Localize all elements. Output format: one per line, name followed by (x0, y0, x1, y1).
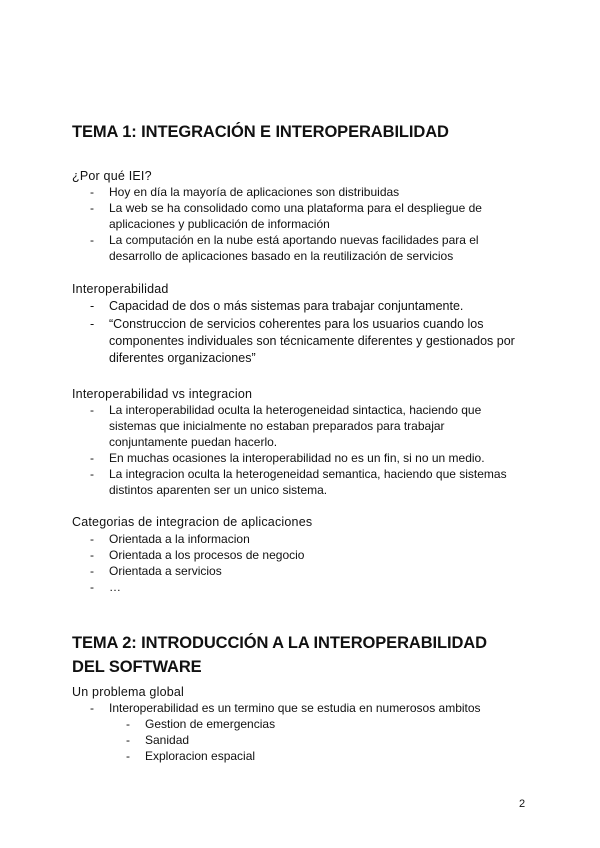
list-item: - La interoperabilidad oculta la heterogeneidad sintactica, haciendo que sistemas que inicialmente no estaban preparados para trabajar conjuntamente puedan hacerlo. (90, 403, 482, 449)
section-heading-categorias: Categorias de integracion de aplicaciones (72, 515, 313, 529)
list-item: - La integracion oculta la heterogeneidad semantica, haciendo que sistemas distintos aparenten ser un unico sistema. (90, 467, 507, 497)
list-item: - Orientada a la informacion (90, 532, 250, 546)
list-item: - Interoperabilidad es un termino que se estudia en numerosos ambitos (90, 701, 481, 715)
page-number: 2 (519, 798, 526, 810)
list-item: - Hoy en día la mayoría de aplicaciones son distribuidas (90, 185, 400, 199)
list-item: - Orientada a los procesos de negocio (90, 548, 305, 562)
sub-list-item: - Sanidad (126, 733, 190, 747)
list-item: - En muchas ocasiones la interoperabilidad no es un fin, si no un medio. (90, 451, 485, 465)
sub-list-item: - Gestion de emergencias (126, 717, 276, 731)
tema1-title: TEMA 1: INTEGRACIÓN E INTEROPERABILIDAD (72, 123, 449, 141)
sub-list-item: - Exploracion espacial (126, 749, 256, 763)
list-item: - “Construccion de servicios coherentes para los usuarios cuando los componentes individuales son técnicamente diferentes y gestionados por diferentes organizaciones” (90, 317, 515, 365)
list-item: - Orientada a servicios (90, 564, 222, 578)
section-heading-vs: Interoperabilidad vs integracion (72, 387, 253, 401)
section-heading-interoperabilidad: Interoperabilidad (72, 282, 169, 296)
tema2-title-line1: TEMA 2: INTRODUCCIÓN A LA INTEROPERABILIDAD (72, 634, 487, 652)
list-item: - Capacidad de dos o más sistemas para trabajar conjuntamente. (90, 299, 464, 313)
section-heading-problema: Un problema global (72, 685, 184, 699)
list-item: - La web se ha consolidado como una plataforma para el despliegue de aplicaciones y publicación de información (90, 201, 482, 231)
list-item: - … (90, 580, 121, 594)
list-item: - La computación en la nube está aportando nuevas facilidades para el desarrollo de aplicaciones basado en la reutilización de servicios (90, 233, 479, 263)
section-heading-por-que: ¿Por qué IEI? (72, 169, 152, 183)
tema2-title-line2: DEL SOFTWARE (72, 658, 202, 676)
